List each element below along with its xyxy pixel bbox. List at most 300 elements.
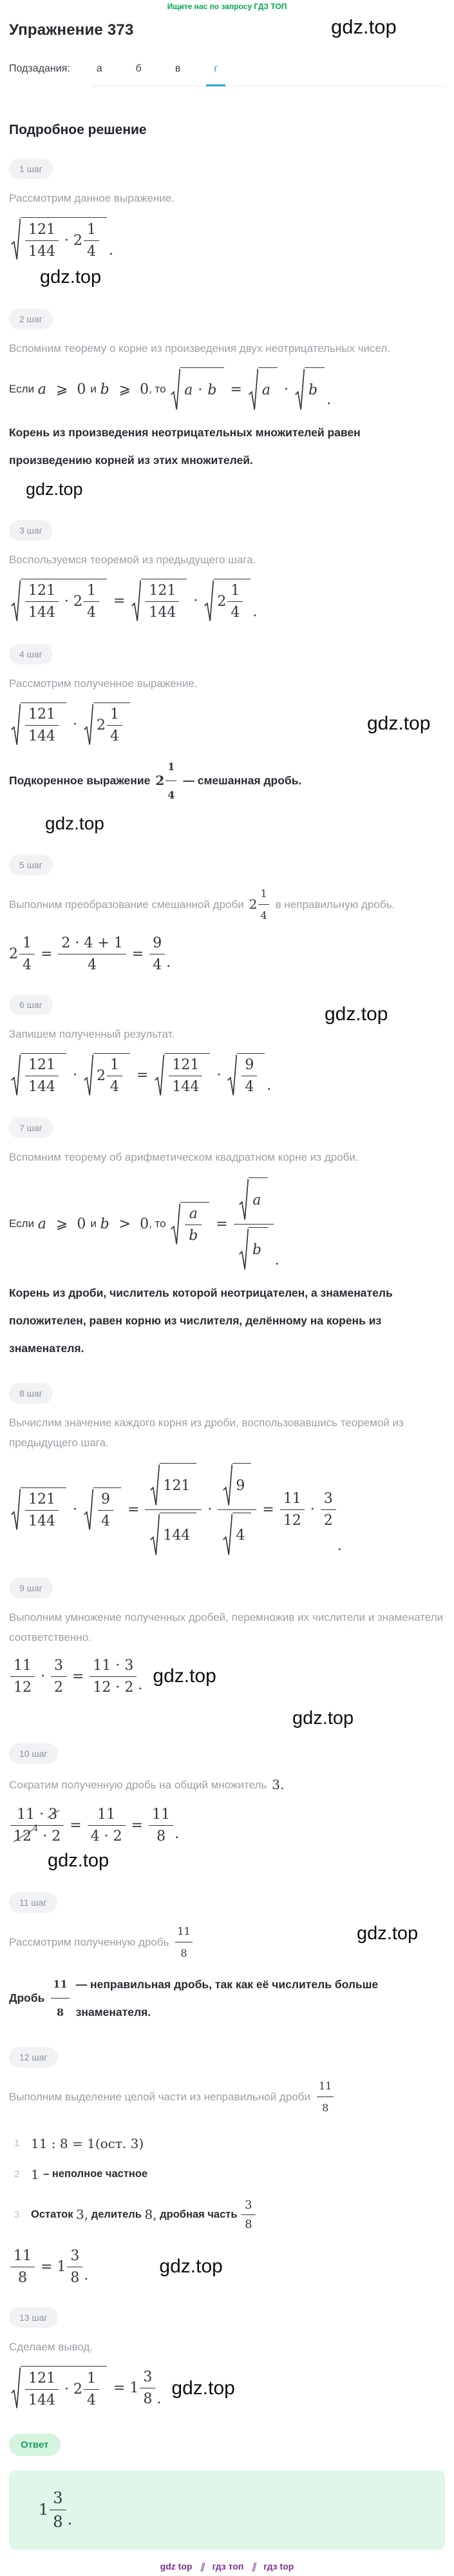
step-9 [9,1578,445,1729]
math-token: 2 [53,1679,63,1696]
footer-link-gdz-top[interactable]: gdz top [160,2561,193,2572]
math-token: 4 [109,1079,119,1096]
math-token [25,706,59,745]
math-token [305,367,325,411]
math-token [84,1487,121,1531]
math-token: 8 [245,2217,252,2231]
math-token [10,2267,35,2287]
math-token: 9 [245,1057,254,1074]
list-marker: 3 [14,2209,20,2220]
math-token [149,1806,173,1826]
math-token [140,2368,155,2388]
math-token: b [100,381,109,398]
math-token [25,726,59,745]
math-token [25,221,59,241]
math-token: и [90,1217,100,1230]
math-token: · [60,232,73,249]
list-item [9,2198,445,2232]
math-token: a [252,1192,261,1208]
math-token: 4 [231,605,240,621]
math-token: 9 [153,935,162,951]
math-token: 8 [143,2391,153,2407]
math-token [84,221,99,241]
math-token [218,1510,256,1557]
theorem-text: Корень из произведения неотрицательных множителей равен произведению корней из этих множителей. [9,426,361,467]
math-token: · [189,592,203,609]
radical-sign-icon [84,1487,93,1531]
math-token: 3, [76,2207,89,2223]
math-token: . [267,1078,272,1094]
math-token [258,884,269,925]
math-token: . [166,954,171,971]
math-token [241,2198,255,2232]
math-token [166,754,176,808]
math-token [218,1462,256,1557]
math-token: . [84,2267,89,2283]
formula [9,2247,88,2287]
math-token: Остаток [31,2208,77,2220]
math-token: b [100,1215,109,1232]
list-item [9,2136,445,2151]
math-token: = [122,1501,144,1518]
math-token: 144 [28,728,55,745]
math-token [146,582,179,621]
math-token [90,1677,137,1696]
math-token: 1 [260,887,267,900]
text-prefix: Выполним преобразование смешанной дроби [9,898,244,911]
radical-sign-icon [150,1463,160,1507]
math-token [88,1806,126,1845]
page-title: Упражнение 373 [9,21,134,39]
math-token: 11 [53,1978,68,1991]
math-token: 4 [88,956,97,973]
math-token [150,1513,196,1556]
radical-sign-icon [11,1053,21,1097]
math-token [84,702,130,746]
math-token [317,2097,334,2118]
math-token: 3 [143,2369,153,2385]
math-token: 11 [152,1806,171,1823]
math-token [50,2488,66,2532]
math-token [107,726,122,745]
math-token [234,1225,274,1272]
tab-b[interactable]: б [135,63,142,74]
math-token: · [68,716,82,733]
math-token: 2 [323,1512,333,1529]
math-token [84,582,99,602]
math-token [107,706,122,745]
math-token [239,1227,269,1271]
math-token [145,1462,202,1510]
radical-sign-icon [239,1177,249,1221]
formula [9,702,132,746]
gdz-watermark: gdz.top [153,1665,216,1687]
math-token [98,1491,113,1530]
tab-g[interactable]: г [209,63,222,75]
step-1 [9,159,445,288]
top-promo-link[interactable]: Ищите нас по запросу ГДЗ ТОП [167,2,287,11]
math-token: · [212,1067,226,1083]
list-marker: 1 [14,2138,20,2149]
math-token: 8 [156,1828,166,1845]
math-token: b [252,1242,261,1259]
division-steps-list [9,2136,445,2232]
math-token [50,2488,66,2510]
math-token [84,2370,99,2390]
math-token: 2 [73,2381,82,2397]
math-token: 2 [73,232,82,249]
math-token [249,1177,268,1221]
math-token: · [60,594,73,610]
formula [9,217,113,261]
math-token: 11 [319,2079,332,2092]
math-token: 8 [70,2269,80,2286]
math-token: 2 · 4 + 1 [61,935,123,951]
math-token: 3 [70,2247,80,2264]
radical-sign-icon [223,1463,232,1507]
step-text: Вычислим значение каждого корня из дроби, воспользовавшись теоремой из предыдущего шага. [9,1416,404,1449]
math-token [25,1056,59,1076]
math-token: 1 [231,583,240,599]
math-token: . [138,1676,143,1693]
math-token: 121 [163,1477,191,1494]
math-token: 11 · [17,1806,49,1823]
gdz-watermark: gdz.top [292,1707,354,1729]
math-token: Если [9,1217,37,1230]
math-token: a [37,1215,46,1232]
math-token [11,1053,66,1097]
text-prefix: Рассмотрим полученную дробь [9,1936,169,1949]
math-token: = [127,945,149,962]
math-token [140,2368,155,2408]
math-token: = [108,2380,130,2396]
math-token [234,1177,274,1272]
math-token [241,2198,255,2215]
step-badge: 9 шаг [9,1578,53,1598]
math-token [21,579,107,623]
math-token: 4 [100,1513,110,1530]
math-token [241,1056,257,1096]
math-token: b [189,1228,198,1244]
tab-list [92,63,445,86]
radical-sign-icon [249,367,258,411]
math-token [185,1205,202,1244]
math-token: 2 [155,773,165,789]
math-token: · [36,1668,50,1685]
math-token [10,1657,35,1696]
text-suffix: в неправильную дробь. [275,898,395,911]
math-token: 121 [149,583,176,599]
math-token: 4 [86,605,96,621]
math-token [50,2510,66,2532]
math-token: 144 [28,1079,55,1096]
math-token [10,2247,35,2267]
math-token: b [308,382,318,399]
math-token: ⩾ 0 [46,381,91,398]
math-token: a [37,381,46,398]
math-token [166,781,176,808]
math-token: 8 [56,2006,64,2019]
math-token [175,1922,192,1943]
radical-sign-icon [204,579,214,623]
math-token [149,1826,173,1845]
step-3 [9,520,445,623]
math-token: 121 [28,583,55,599]
math-token: · [60,2381,73,2397]
math-token: 11 [14,1657,32,1674]
math-token: 11 [97,1806,116,1823]
math-token: 1 [167,760,175,773]
math-token: a [189,1206,198,1223]
formula [9,367,331,411]
gdz-watermark: gdz.top [331,15,397,38]
math-token [249,367,278,411]
math-token [227,582,243,621]
math-token [19,935,35,954]
math-token: 1 [86,583,96,599]
math-token: . [175,1825,180,1842]
subtask-tabs [9,63,445,86]
list-item-math [31,2136,144,2151]
math-token: 144 [28,605,55,621]
inline-fraction [174,1922,193,1963]
step-text: Рассмотрим данное выражение. [9,192,175,204]
step-badge: 4 шаг [9,644,53,664]
math-token [10,1806,64,1826]
math-token [88,1806,126,1826]
radical-sign-icon [171,367,180,411]
step-note [9,754,445,808]
radical-sign-icon [11,217,21,261]
theorem-text: Корень из дроби, числитель которой неотрицателен, а знаменатель положителен, равен корню из числителя, делённому на корень из знаменателя. [9,1286,393,1355]
math-token: 2 [96,717,106,734]
math-token: 11 : 8 = 1(ост. 3) [31,2135,144,2151]
math-token [84,602,99,621]
math-token [280,1490,305,1529]
math-token [227,582,243,602]
math-token [21,1053,66,1097]
step-badge: 1 шаг [9,159,53,179]
math-token: 4 · 2 [90,1828,122,1845]
math-token: . [252,603,258,620]
radical-sign-icon [227,1053,237,1097]
math-token: 2 [217,594,227,610]
step-6 [9,994,445,1098]
math-token: · [279,381,294,398]
step-5 [9,855,445,974]
step-badge: 11 шаг [9,1892,57,1913]
math-token: 1 [31,2166,44,2182]
step-badge: 7 шаг [9,1118,53,1138]
math-token [67,2247,82,2287]
math-token [25,2390,59,2409]
math-token: = [126,1817,148,1834]
math-token: 121 [28,1057,55,1074]
radical-sign-icon [11,579,21,623]
formula [9,2366,161,2410]
formula [9,1462,342,1557]
step-badge: 8 шаг [9,1383,53,1404]
math-token [258,905,269,925]
list-item-math [31,2198,257,2232]
math-token [93,702,130,746]
math-token [149,954,165,974]
math-token [107,1056,122,1076]
math-token: 144 [28,1513,55,1530]
math-token [84,221,99,260]
step-2 [9,309,445,499]
math-token [258,884,269,905]
math-token [19,935,35,974]
math-token [321,1490,336,1510]
tab-a[interactable]: а [96,63,102,74]
math-token [321,1510,336,1529]
math-token: · [305,1501,319,1518]
math-token: · [68,1067,82,1083]
step-4 [9,644,445,834]
math-token [21,1487,66,1531]
math-token: · [193,382,207,399]
math-token [145,1462,202,1557]
math-token [149,935,165,954]
math-token: 121 [28,1491,55,1508]
math-token: 9 [236,1477,245,1494]
gdz-watermark: gdz.top [159,2256,223,2278]
step-text: Вспомним теорему о корне из произведения двух неотрицательных чисел. [9,342,391,354]
math-token [90,1657,137,1677]
tab-v[interactable]: в [175,63,181,74]
math-token [249,1227,269,1271]
math-token: 1 [129,2380,139,2396]
math-token: 4 [236,1527,245,1544]
note-suffix: — смешанная дробь. [183,774,302,788]
math-token: . [274,1252,279,1269]
radical-sign-icon [150,1513,160,1556]
math-token [145,1510,202,1557]
math-token: . [67,2510,73,2528]
math-token: 2 [73,594,82,610]
math-token: , то [149,1217,169,1230]
math-token: 3. [272,1776,285,1792]
answer-badge: Ответ [9,2434,61,2456]
math-token: 144 [149,605,176,621]
math-token [84,2390,99,2409]
step-text [9,884,445,925]
inline-fraction [50,1971,70,2025]
math-token: – неполное частное [43,2168,148,2180]
math-token: = [65,1817,86,1834]
step-badge: 3 шаг [9,520,53,541]
math-token [234,1177,274,1225]
step-text [9,1773,445,1797]
math-token [25,1511,59,1530]
math-token: = [225,381,247,398]
math-token [140,2388,155,2408]
math-token: 121 [28,2370,55,2387]
math-token [25,2370,59,2390]
math-token [25,1056,59,1096]
math-token [218,1462,256,1510]
step-badge: 10 шаг [9,1743,58,1764]
math-token: 1 [39,2501,49,2519]
math-token [280,1510,305,1529]
radical-sign-icon [84,1053,93,1097]
math-token [146,582,179,602]
radical-sign-icon [295,367,305,411]
math-token: = [108,592,130,609]
math-token: . [156,2390,162,2407]
math-token: 8 [180,1947,187,1960]
math-token [241,1056,257,1076]
footer-link-gdz-top-ru[interactable]: гдз топ [212,2561,244,2572]
math-token [150,1463,196,1507]
math-token: 3 [53,2488,63,2507]
math-token: 144 [172,1079,200,1096]
step-text: Рассмотрим полученное выражение. [9,677,198,690]
math-token [169,1056,202,1076]
math-token: 121 [172,1057,200,1074]
math-token: 8 [322,2102,329,2115]
math-token: 12 · 2 [93,1679,134,1696]
math-token [58,954,126,974]
math-token [48,1806,57,1823]
math-token [93,1487,121,1531]
math-token: ⩾ 0 [109,381,149,398]
math-token [21,2366,107,2410]
step-badge: 12 шаг [9,2047,58,2068]
radical-sign-icon [223,1513,232,1556]
math-token: 144 [28,243,55,260]
radical-sign-icon [171,1202,180,1246]
math-token: 12 [283,1512,301,1529]
step-text: Вспомним теорему об арифметическом квадратном корне из дроби. [9,1151,359,1164]
math-token: b [207,382,217,399]
math-token [25,1076,59,1096]
gdz-watermark: gdz.top [40,266,102,287]
math-token: 12 [14,1679,32,1696]
radical-sign-icon [155,1053,164,1097]
math-token [25,1491,59,1530]
math-token: 4 [260,909,267,922]
math-token: 1 [86,221,96,238]
step-badge: 6 шаг [9,994,53,1015]
math-token: 8 [18,2269,27,2286]
gdz-watermark: gdz.top [367,713,431,735]
math-token [84,241,99,260]
step-badge: 13 шаг [9,2307,58,2328]
math-token [25,241,59,260]
math-token: 4 [153,956,162,973]
math-token [166,754,176,781]
math-token: 11 · 3 [93,1657,134,1674]
inline-fraction [155,754,178,808]
math-token [321,1490,336,1529]
math-token [10,1823,64,1845]
math-token [10,1677,35,1696]
solution-heading: Подробное решение [9,122,147,137]
gdz-watermark: gdz.top [357,1922,419,1944]
math-token: ⩾ 0 [46,1215,91,1232]
footer-link-gdz-top-mixed[interactable]: гдз top [263,2561,294,2572]
math-token [317,2077,334,2098]
math-token [90,1657,137,1696]
radical-sign-icon [11,2366,21,2410]
math-token [185,1205,202,1225]
math-token [84,1053,130,1097]
math-token: 1 [109,706,119,723]
math-token [84,2370,99,2409]
math-token: = [211,1215,232,1232]
